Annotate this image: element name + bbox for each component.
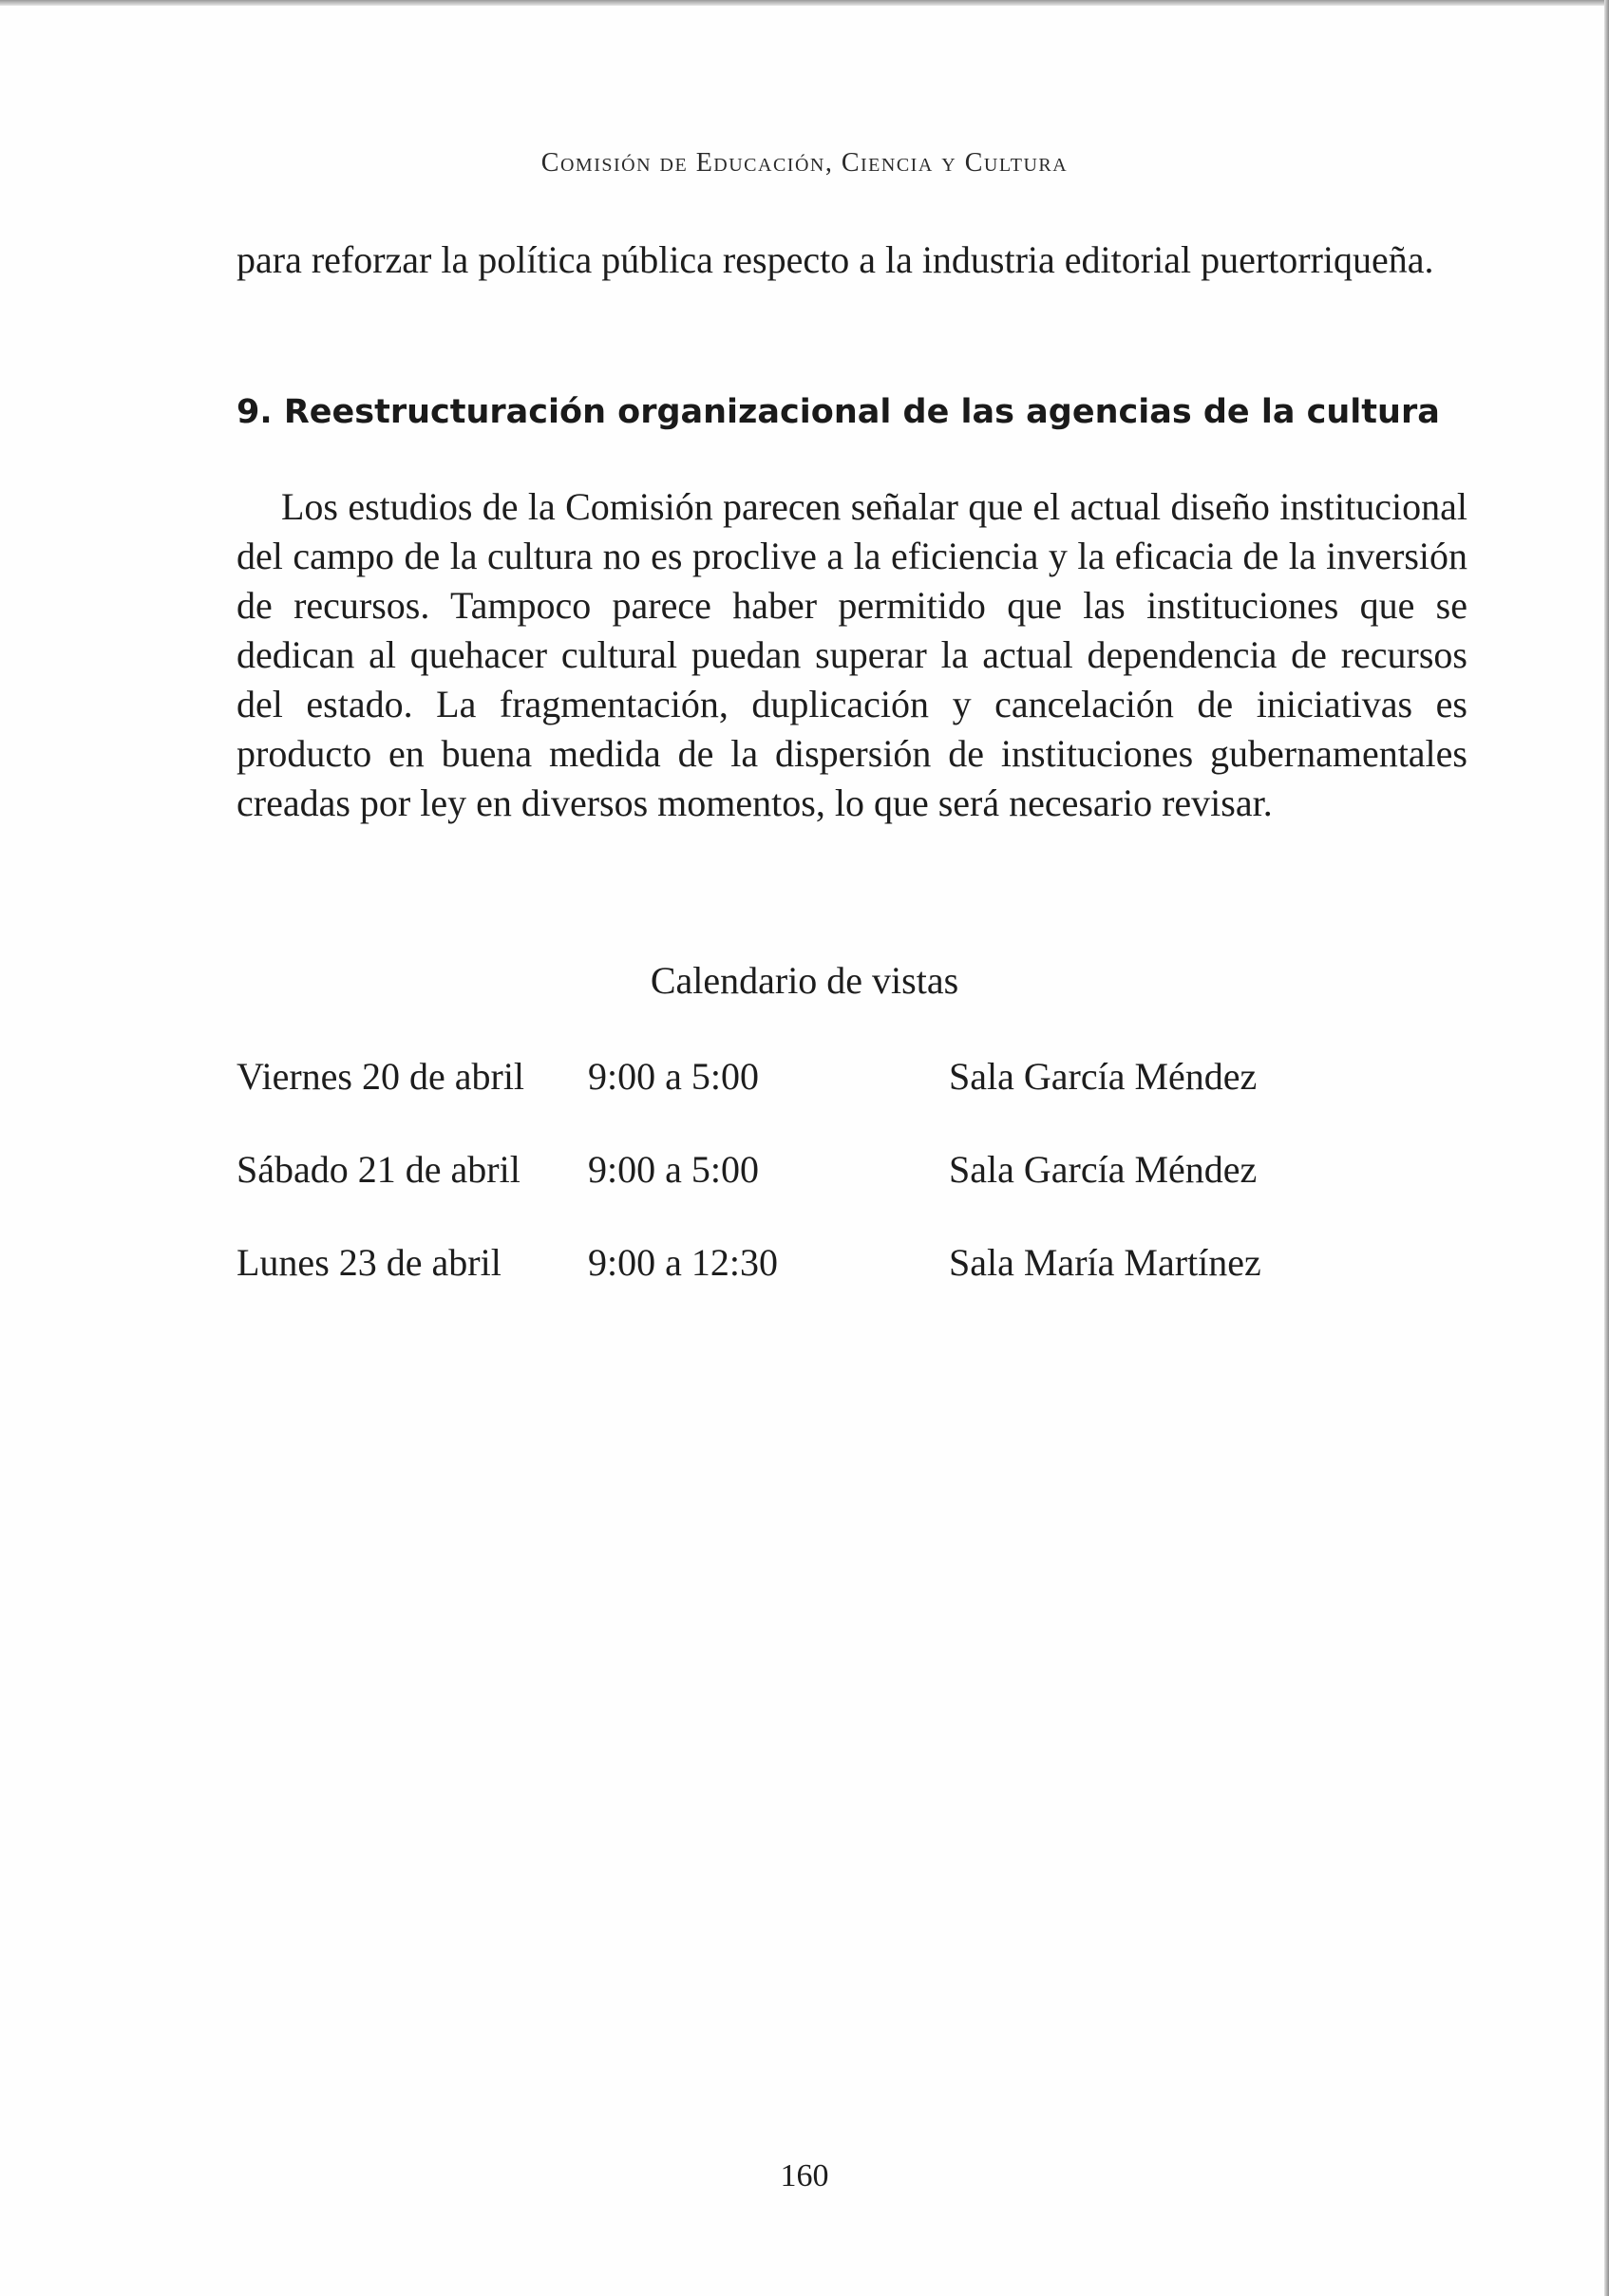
- page-number: 160: [780, 2158, 829, 2193]
- hearing-schedule: [237, 1052, 1376, 1331]
- paragraph-continuation: para reforzar la política pública respecto a la industria editorial puertorriqueña.: [237, 238, 1434, 281]
- page-edge-top: [0, 0, 1609, 6]
- schedule-room: Sala García Méndez: [949, 1055, 1258, 1098]
- schedule-day: Viernes 20 de abril: [237, 1055, 525, 1098]
- schedule-time: 9:00 a 12:30: [588, 1241, 778, 1284]
- schedule-room: Sala María Martínez: [949, 1241, 1261, 1284]
- schedule-row: [237, 1238, 1376, 1331]
- schedule-row: [237, 1052, 1376, 1145]
- schedule-row: [237, 1145, 1376, 1238]
- running-head: Comisión de Educación, Ciencia y Cultura: [540, 148, 1069, 178]
- schedule-time: 9:00 a 5:00: [588, 1055, 759, 1098]
- page-edge-right: [1604, 0, 1609, 2296]
- calendar-title: Calendario de vistas: [650, 959, 959, 1002]
- schedule-day: Lunes 23 de abril: [237, 1241, 502, 1284]
- section-heading: 9. Reestructuración organizacional de las agencias de la cultura: [237, 393, 1440, 431]
- schedule-room: Sala García Méndez: [949, 1148, 1258, 1191]
- section-paragraph: Los estudios de la Comisión parecen señalar que el actual diseño institucional del campo de la cultura no es proclive a la eficiencia y la eficacia de la inversión de recursos. Tampoco parece haber permitido que las instituciones que se dedican al quehacer cultural puedan superar la actual dependencia de recursos del estado. La fragmentación, duplicación y cancelación de iniciativas es producto en buena medida de la dispersión de instituciones gubernamentales creadas por ley en diversos momentos, lo que será necesario revisar.: [237, 485, 1467, 824]
- schedule-day: Sábado 21 de abril: [237, 1148, 521, 1191]
- schedule-time: 9:00 a 5:00: [588, 1148, 759, 1191]
